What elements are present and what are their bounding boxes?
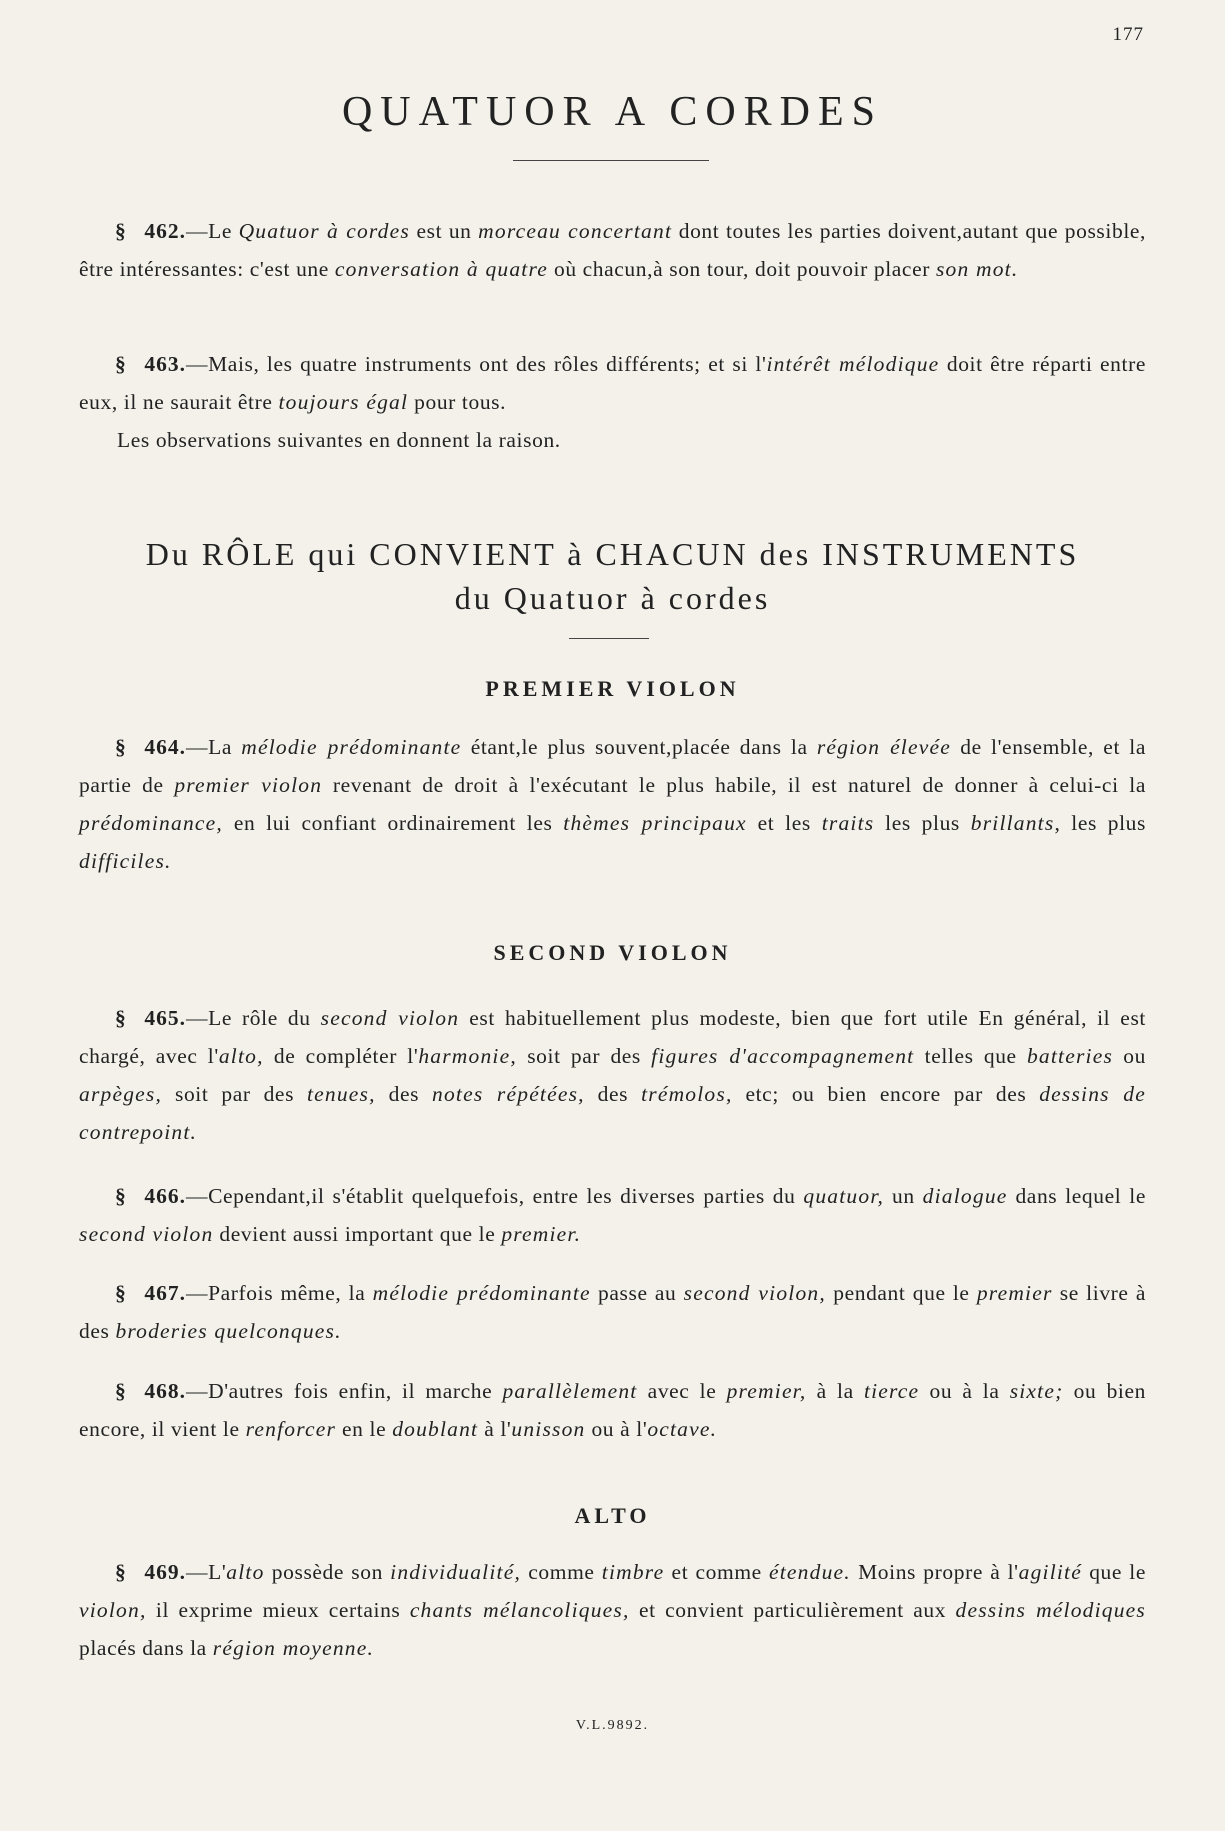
emphasis: timbre: [601, 1560, 665, 1584]
emphasis: premier,: [726, 1379, 807, 1403]
paragraph-number: 466.: [144, 1184, 186, 1208]
section-title-line-2: du Quatuor à cordes: [454, 580, 771, 616]
text: ou bien encore, il vient le: [79, 1379, 1146, 1441]
emphasis: tierce: [863, 1379, 920, 1403]
paragraph-number: 468.: [144, 1379, 186, 1403]
emphasis: octave.: [647, 1417, 718, 1441]
emphasis: son mot.: [935, 257, 1019, 281]
paragraph-number: 463.: [144, 352, 186, 376]
paragraph-469: [79, 1553, 1146, 1667]
text: des: [584, 1082, 642, 1106]
emphasis: doublant: [392, 1417, 479, 1441]
emphasis: sixte;: [1009, 1379, 1064, 1403]
text: ou à la: [919, 1379, 1010, 1403]
text: Moins propre à l': [850, 1560, 1019, 1584]
emphasis: traits: [821, 811, 875, 835]
emphasis: notes répétées,: [432, 1082, 585, 1106]
paragraph-463: [79, 345, 1146, 459]
section-symbol: §: [115, 1281, 127, 1305]
heading-alto: ALTO: [574, 1503, 651, 1528]
emphasis: dessins de contrepoint.: [79, 1082, 1146, 1144]
emphasis: prédominance,: [79, 811, 223, 835]
paragraph-462: [79, 212, 1146, 288]
text: passe au: [590, 1281, 684, 1305]
emphasis: renforcer: [245, 1417, 337, 1441]
text: en lui confiant ordinairement les: [222, 811, 564, 835]
section-symbol: §: [115, 352, 127, 376]
emphasis: alto,: [218, 1044, 264, 1068]
page-title: QUATUOR A CORDES: [341, 89, 884, 135]
text: soit par des: [162, 1082, 307, 1106]
emphasis: premier.: [501, 1222, 582, 1246]
emphasis: tenues,: [306, 1082, 376, 1106]
title-rule: [513, 160, 709, 161]
section-symbol: §: [115, 1184, 127, 1208]
emphasis: conversation à quatre: [334, 257, 548, 281]
emphasis: unisson: [511, 1417, 586, 1441]
page-number: 177: [1112, 24, 1144, 45]
paragraph-465: [79, 999, 1146, 1151]
paragraph-number: 469.: [144, 1560, 186, 1584]
paragraph-number: 467.: [144, 1281, 186, 1305]
emphasis: difficiles.: [79, 849, 172, 873]
section-symbol: §: [115, 735, 127, 759]
section-rule: [569, 638, 649, 639]
emphasis: morceau concertant: [478, 219, 673, 243]
text: comme: [521, 1560, 602, 1584]
heading-second-violon: SECOND VIOLON: [493, 940, 732, 965]
text: —Le: [185, 219, 239, 243]
text: et convient particulièrement aux: [629, 1598, 956, 1622]
text: est un: [409, 219, 479, 243]
emphasis: premier violon: [174, 773, 323, 797]
emphasis: mélodie prédominante: [241, 735, 462, 759]
text: et les: [746, 811, 822, 835]
emphasis: harmonie,: [418, 1044, 517, 1068]
heading-premier-violon: PREMIER VIOLON: [485, 676, 740, 701]
emphasis: intérêt mélodique: [766, 352, 940, 376]
text: des: [375, 1082, 433, 1106]
text: pour tous.: [408, 390, 507, 414]
text: de compléter l': [263, 1044, 419, 1068]
emphasis: alto: [226, 1560, 265, 1584]
emphasis: second violon: [79, 1222, 214, 1246]
text: à l': [478, 1417, 512, 1441]
emphasis: dessins mélodiques: [955, 1598, 1146, 1622]
emphasis: agilité: [1018, 1560, 1082, 1584]
paragraph-466: [79, 1177, 1146, 1253]
emphasis: premier: [976, 1281, 1053, 1305]
emphasis: parallèlement: [502, 1379, 638, 1403]
emphasis: batteries: [1026, 1044, 1114, 1068]
emphasis: Quatuor à cordes: [238, 219, 410, 243]
text: , les plus: [1054, 811, 1147, 835]
paragraph-464: [79, 728, 1146, 880]
section-symbol: §: [115, 1379, 127, 1403]
text: pendant que le: [825, 1281, 977, 1305]
text: où chacun,à son tour, doit pouvoir placer: [548, 257, 936, 281]
paragraph-number: 462.: [144, 219, 186, 243]
text: —Mais, les quatre instruments ont des rôles différents; et si l': [185, 352, 767, 376]
emphasis: individualité,: [390, 1560, 522, 1584]
footer-plate-number: V.L.9892.: [575, 1718, 650, 1733]
text: —Cependant,il s'établit quelquefois, entre les diverses parties du: [185, 1184, 804, 1208]
text: à la: [806, 1379, 864, 1403]
text: placés dans la: [79, 1636, 213, 1660]
paragraph-number: 465.: [144, 1006, 186, 1030]
text: les plus: [874, 811, 971, 835]
emphasis: broderies quelconques.: [115, 1319, 342, 1343]
text: doit être réparti entre eux, il ne saurait être: [79, 352, 1146, 414]
text: en le: [336, 1417, 393, 1441]
emphasis: arpèges,: [79, 1082, 163, 1106]
text: revenant de droit à l'exécutant le plus habile, il est naturel de donner à celui-ci la: [322, 773, 1146, 797]
text: étant,le plus souvent,placée dans la: [461, 735, 817, 759]
text: Les observations suivantes en donnent la raison.: [117, 428, 561, 452]
section-title-line-1: Du RÔLE qui CONVIENT à CHACUN des INSTRUMENTS: [145, 536, 1080, 572]
section-symbol: §: [115, 219, 127, 243]
emphasis: brillants: [970, 811, 1055, 835]
text: telles que: [914, 1044, 1027, 1068]
text: etc; ou bien encore par des: [732, 1082, 1040, 1106]
paragraph-468: [79, 1372, 1146, 1448]
text: devient aussi important que le: [213, 1222, 502, 1246]
text: ou à l': [585, 1417, 648, 1441]
text: dans lequel le: [1007, 1184, 1146, 1208]
text: —Parfois même, la: [185, 1281, 373, 1305]
text: il exprime mieux certains: [146, 1598, 410, 1622]
paragraph-number: 464.: [144, 735, 186, 759]
text: avec le: [637, 1379, 727, 1403]
text: que le: [1081, 1560, 1146, 1584]
text: de l'ensemble, et la partie de: [79, 735, 1147, 797]
emphasis: second violon: [320, 1006, 460, 1030]
section-symbol: §: [115, 1006, 127, 1030]
text: —La: [185, 735, 242, 759]
emphasis: dialogue: [922, 1184, 1008, 1208]
text: un: [884, 1184, 923, 1208]
section-symbol: §: [115, 1560, 127, 1584]
text: soit par des: [516, 1044, 652, 1068]
text: —Le rôle du: [185, 1006, 321, 1030]
emphasis: région élevée: [816, 735, 951, 759]
emphasis: mélodie prédominante: [372, 1281, 591, 1305]
emphasis: chants mélancoliques,: [409, 1598, 630, 1622]
emphasis: second violon,: [683, 1281, 826, 1305]
text: ou: [1113, 1044, 1146, 1068]
emphasis: figures d'accompagnement: [651, 1044, 915, 1068]
text: se livre à des: [79, 1281, 1146, 1343]
text: —L': [185, 1560, 227, 1584]
paragraph-467: [79, 1274, 1146, 1350]
text: dont toutes les parties doivent,autant que possible, être intéressantes: c'est une: [79, 219, 1147, 281]
emphasis: quatuor,: [803, 1184, 885, 1208]
emphasis: thèmes principaux: [563, 811, 747, 835]
emphasis: toujours égal: [278, 390, 409, 414]
emphasis: région moyenne.: [212, 1636, 375, 1660]
emphasis: étendue.: [769, 1560, 851, 1584]
emphasis: violon,: [79, 1598, 147, 1622]
text: et comme: [664, 1560, 770, 1584]
emphasis: trémolos,: [641, 1082, 733, 1106]
text: —D'autres fois enfin, il marche: [185, 1379, 503, 1403]
text: est habituellement plus modeste, bien que fort utile En général, il est chargé, avec l': [79, 1006, 1146, 1068]
text: possède son: [264, 1560, 391, 1584]
